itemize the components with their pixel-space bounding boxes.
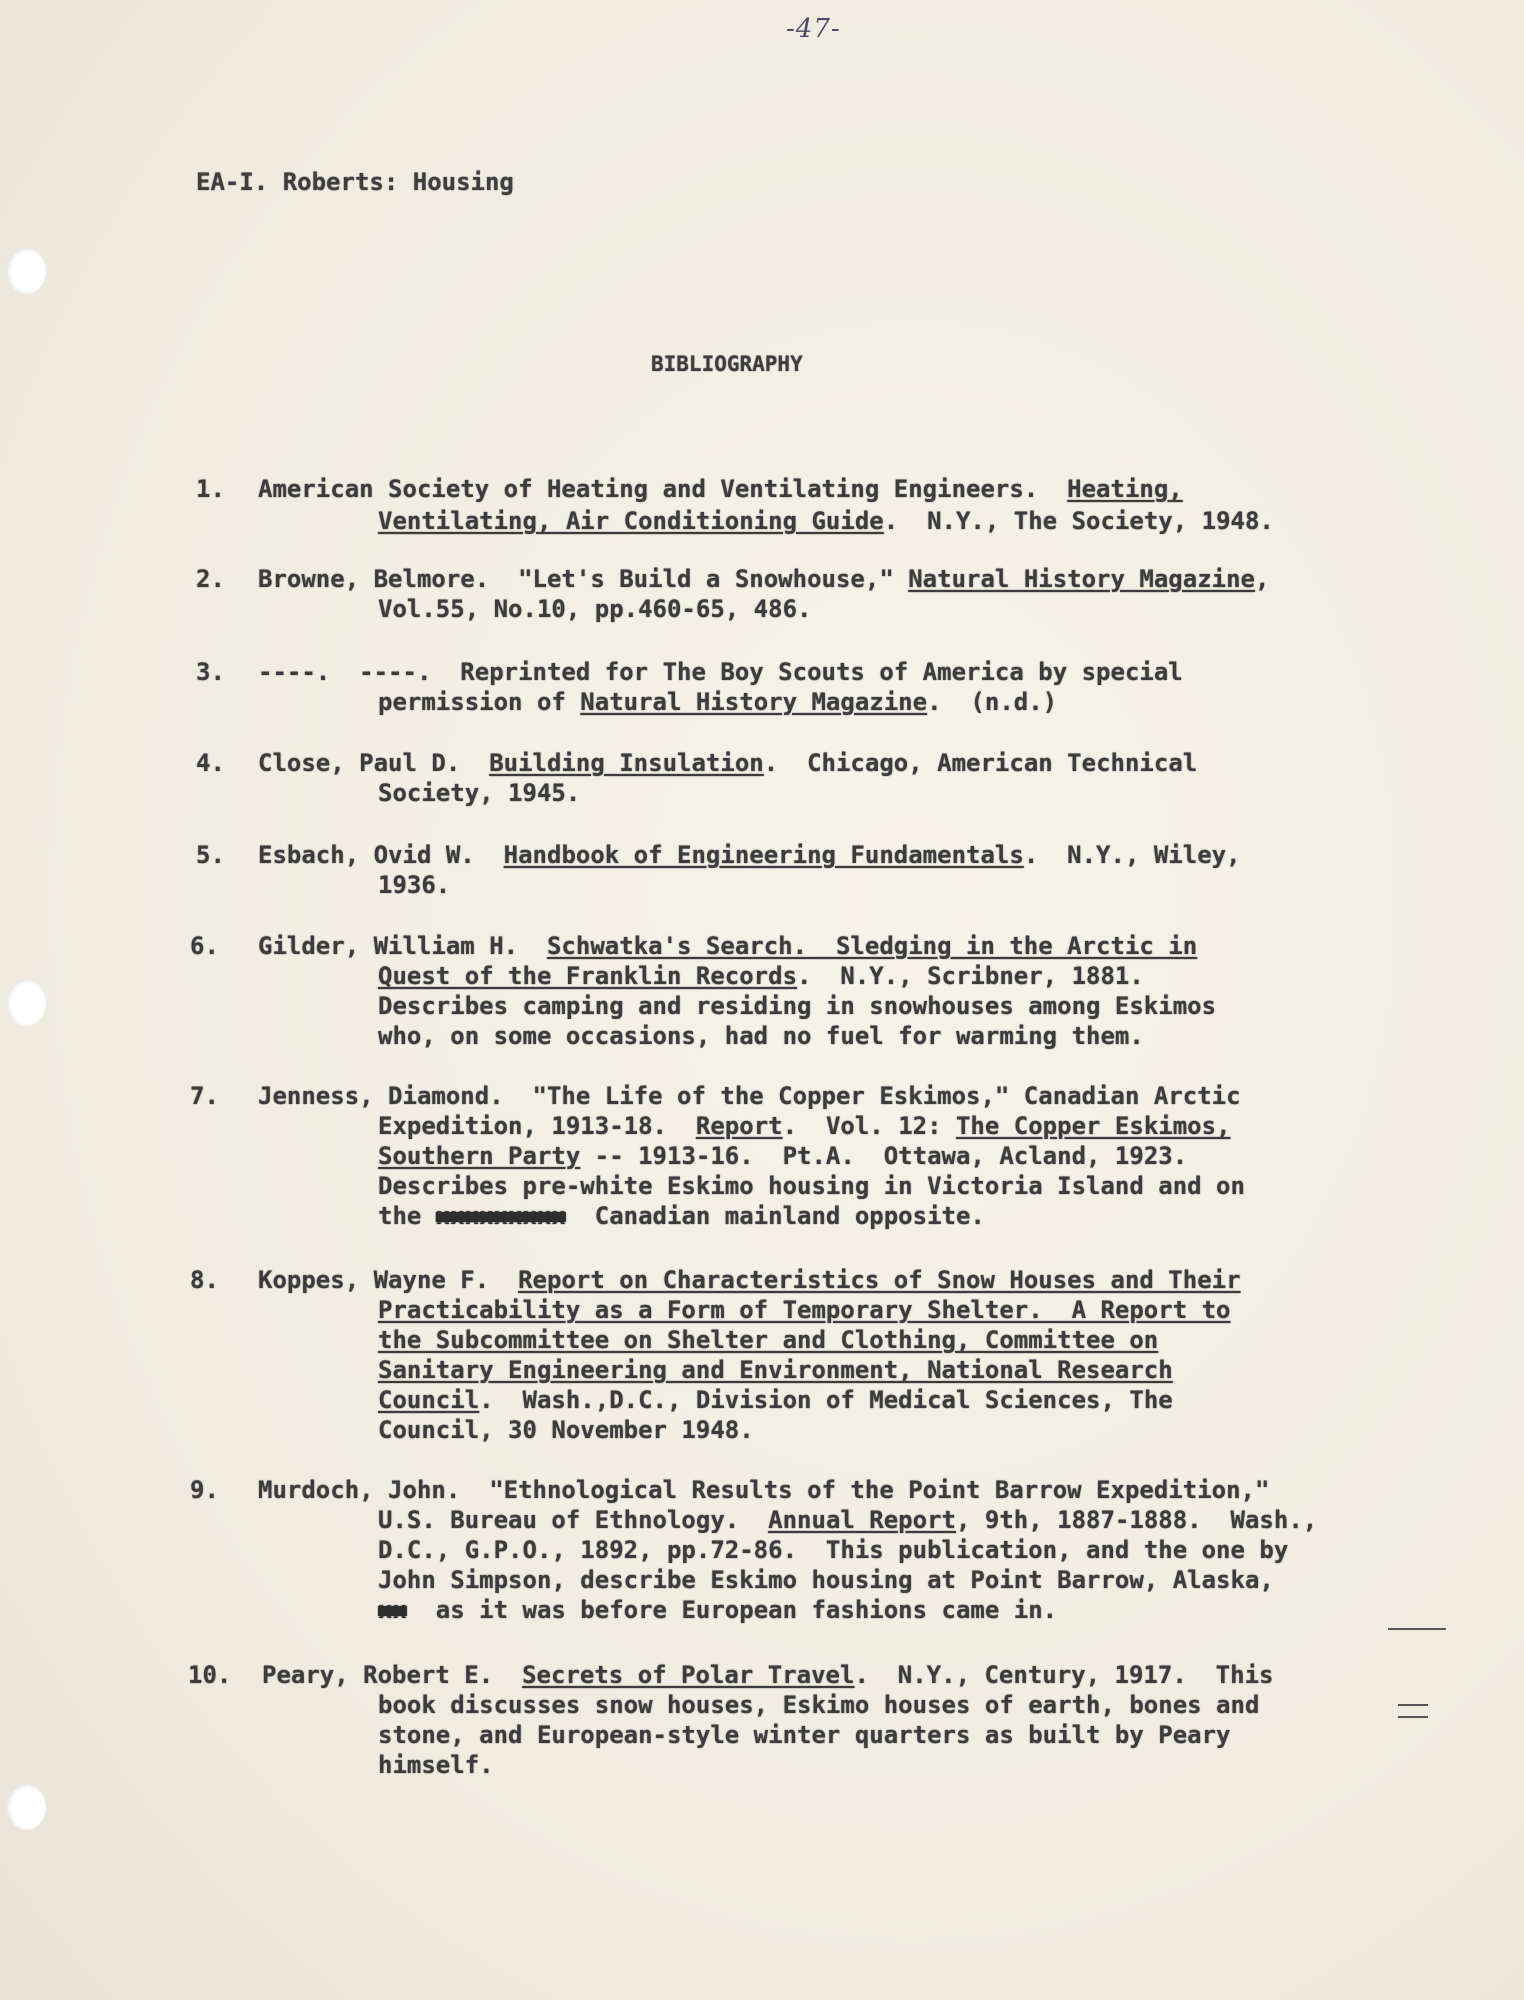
entry-line (378, 1201, 985, 1231)
entry-text-segment: John Simpson, describe Eskimo housing at Point Barrow, Alaska, (378, 1566, 1274, 1594)
entry-line (378, 870, 450, 900)
entry-text-segment: Browne, Belmore. "Let's Build a Snowhouse," (258, 565, 909, 593)
entry-text-segment: Gilder, William H. (258, 932, 547, 960)
entry-text-segment: Koppes, Wayne F. (258, 1266, 519, 1294)
entry-line (378, 1690, 1259, 1720)
entry-text-segment: who, on some occasions, had no fuel for warming them. (378, 1022, 1144, 1050)
margin-mark (1398, 1704, 1428, 1706)
entry-text-segment: Council, 30 November 1948. (378, 1416, 754, 1444)
entry-text-segment: . Chicago, American Technical (763, 749, 1198, 777)
entry-number: 6. (190, 932, 219, 960)
entry-text-segment: . (n.d.) (927, 688, 1058, 716)
entry-text-segment: Report on Characteristics of Snow Houses and Their (518, 1266, 1241, 1294)
entry-number: 4. (196, 749, 225, 777)
entry-text-segment: -- 1913-16. Pt.A. Ottawa, Acland, 1923. (580, 1142, 1188, 1170)
entry-text-segment: . N.Y., Wiley, (1023, 841, 1241, 869)
entry-text-segment: the Subcommittee on Shelter and Clothing, Committee on (378, 1326, 1159, 1354)
entry-text-segment: book discusses snow houses, Eskimo houses of earth, bones and (378, 1691, 1260, 1719)
entry-line (258, 931, 1197, 961)
entry-line (378, 594, 811, 624)
entry-line (378, 1355, 1173, 1385)
entry-text-segment: . Wash.,D.C., Division of Medical Sciences, The (479, 1386, 1173, 1414)
entry-line (378, 778, 580, 808)
entry-text-segment: Close, Paul D. (258, 749, 490, 777)
entry-line (378, 1141, 1187, 1171)
margin-mark (1388, 1628, 1446, 1630)
entry-line (378, 1505, 1317, 1535)
entry-line (378, 1415, 754, 1445)
entry-number: 7. (190, 1082, 219, 1110)
entry-text-segment: Practicability as a Form of Temporary Shelter. A Report to (378, 1296, 1231, 1324)
entry-text-segment: , (1255, 565, 1270, 593)
entry-text-segment: Quest of the Franklin Records (378, 962, 798, 990)
entry-text-segment: Jenness, Diamond. "The Life of the Copper Eskimos," Canadian Arctic (258, 1082, 1241, 1110)
entry-line (258, 840, 1241, 870)
entry-text-segment: Schwatka's Search. Sledging in the Arctic in (546, 932, 1198, 960)
entry-text-segment: Vol.55, No.10, pp.460-65, 486. (378, 595, 812, 623)
entry-text-segment: Describes pre-white Eskimo housing in Victoria Island and on (378, 1172, 1245, 1200)
entry-text-segment: . N.Y., The Society, 1948. (883, 507, 1274, 535)
entry-text-segment: Council (378, 1386, 480, 1414)
entry-line (258, 657, 1183, 687)
entry-text-segment: Report (695, 1112, 783, 1140)
entry-text-segment: Natural History Magazine (908, 565, 1255, 593)
entry-line (378, 1720, 1231, 1750)
entry-line (378, 1595, 1057, 1625)
entry-line (378, 1021, 1144, 1051)
entry-text-segment: Ventilating, Air Conditioning Guide (378, 507, 884, 535)
entry-line (378, 1750, 494, 1780)
entry-text-segment: Murdoch, John. "Ethnological Results of the Point Barrow Expedition," (258, 1476, 1270, 1504)
entry-line (378, 1111, 1231, 1141)
entry-text-segment: U.S. Bureau of Ethnology. (378, 1506, 769, 1534)
entry-text-segment: the (378, 1202, 436, 1230)
entry-line (262, 1660, 1273, 1690)
entry-line (378, 961, 1144, 991)
punch-hole (6, 980, 46, 1026)
entry-line (378, 1535, 1288, 1565)
entry-text-segment: xxxxxxxxx (435, 1202, 566, 1230)
entry-text-segment: . Vol. 12: (782, 1112, 956, 1140)
punch-hole (6, 1784, 46, 1830)
entry-line (378, 991, 1216, 1021)
document-header: EA-I. Roberts: Housing (196, 168, 514, 196)
entry-text-segment: stone, and European-style winter quarters as built by Peary (378, 1721, 1231, 1749)
entry-line (258, 474, 1183, 504)
entry-text-segment: xx (378, 1596, 407, 1624)
punch-hole (6, 248, 46, 294)
entry-line (258, 1475, 1269, 1505)
entry-line (378, 687, 1057, 717)
entry-text-segment: 1936. (378, 871, 451, 899)
entry-text-segment: Canadian mainland opposite. (565, 1202, 985, 1230)
entry-number: 1. (196, 475, 225, 503)
entry-text-segment: . N.Y., Scribner, 1881. (797, 962, 1144, 990)
entry-text-segment: Expedition, 1913-18. (378, 1112, 696, 1140)
entry-text-segment: Describes camping and residing in snowhouses among Eskimos (378, 992, 1217, 1020)
entry-number: 2. (196, 565, 225, 593)
entry-text-segment: D.C., G.P.O., 1892, pp.72-86. This publication, and the one by (378, 1536, 1289, 1564)
entry-text-segment: Annual Report (768, 1506, 956, 1534)
entry-text-segment: permission of (378, 688, 581, 716)
entry-number: 9. (190, 1476, 219, 1504)
entry-text-segment: as it was before European fashions came in. (406, 1596, 1058, 1624)
entry-text-segment: Southern Party (378, 1142, 581, 1170)
entry-text-segment: Handbook of Engineering Fundamentals (503, 841, 1024, 869)
entry-text-segment: Society, 1945. (378, 779, 581, 807)
entry-text-segment: Esbach, Ovid W. (258, 841, 504, 869)
entry-text-segment: Natural History Magazine (580, 688, 928, 716)
entry-text-segment: Sanitary Engineering and Environment, National Research (378, 1356, 1173, 1384)
entry-text-segment: Building Insulation (489, 749, 764, 777)
entry-line (258, 564, 1269, 594)
entry-text-segment: Peary, Robert E. (262, 1661, 523, 1689)
entry-line (378, 1325, 1158, 1355)
entry-line (378, 1385, 1173, 1415)
entry-line (258, 1265, 1241, 1295)
entry-line (378, 1295, 1231, 1325)
entry-line (378, 1171, 1245, 1201)
entry-text-segment: The Copper Eskimos, (955, 1112, 1231, 1140)
entry-text-segment: , 9th, 1887-1888. Wash., (955, 1506, 1318, 1534)
page-number: -47- (786, 14, 841, 44)
entry-number: 5. (196, 841, 225, 869)
entry-text-segment: Secrets of Polar Travel (522, 1661, 855, 1689)
entry-number: 3. (196, 658, 225, 686)
margin-mark (1398, 1716, 1428, 1718)
entry-number: 10. (188, 1661, 232, 1689)
entry-text-segment: . N.Y., Century, 1917. This (854, 1661, 1274, 1689)
entry-line (258, 1081, 1241, 1111)
entry-line (378, 1565, 1274, 1595)
entry-line (258, 748, 1197, 778)
entry-text-segment: Heating, (1067, 475, 1183, 503)
entry-text-segment: ----. ----. Reprinted for The Boy Scouts of America by special (258, 658, 1183, 686)
entry-line (378, 506, 1274, 536)
bibliography-title: BIBLIOGRAPHY (651, 352, 803, 376)
entry-text-segment: himself. (378, 1751, 494, 1779)
entry-number: 8. (190, 1266, 219, 1294)
entry-text-segment: American Society of Heating and Ventilating Engineers. (258, 475, 1068, 503)
